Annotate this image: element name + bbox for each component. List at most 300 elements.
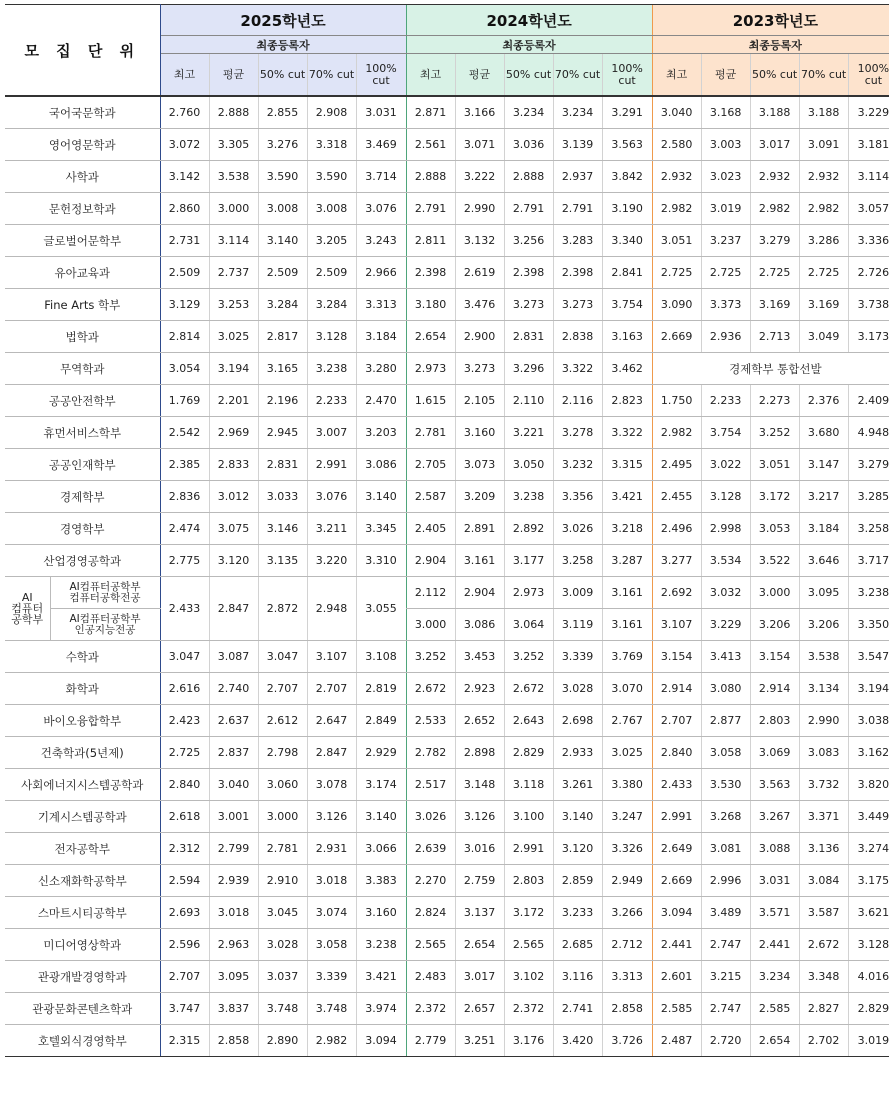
score-cell: 3.017: [455, 961, 504, 993]
score-cell: 2.923: [455, 673, 504, 705]
score-cell: 2.969: [209, 417, 258, 449]
score-cell: 3.072: [160, 129, 209, 161]
score-cell: 3.273: [504, 289, 553, 321]
score-cell: 3.842: [602, 161, 652, 193]
score-cell: 3.322: [602, 417, 652, 449]
score-cell: 2.692: [652, 577, 701, 609]
score-cell: 3.055: [356, 577, 406, 641]
score-cell: 4.948: [848, 417, 889, 449]
score-cell: 2.270: [406, 865, 455, 897]
score-cell: 2.707: [160, 961, 209, 993]
table-row: [5, 321, 889, 353]
score-cell: 3.547: [848, 641, 889, 673]
score-cell: 2.888: [209, 96, 258, 129]
score-cell: 3.571: [750, 897, 799, 929]
unit-name: 글로벌어문학부: [5, 225, 160, 257]
score-cell: 3.587: [799, 897, 848, 929]
score-cell: 3.339: [553, 641, 602, 673]
score-cell: 3.234: [504, 96, 553, 129]
score-cell: 2.619: [455, 257, 504, 289]
score-cell: 3.050: [504, 449, 553, 481]
score-cell: 3.203: [356, 417, 406, 449]
score-cell: 3.256: [504, 225, 553, 257]
score-cell: 3.278: [553, 417, 602, 449]
score-cell: 3.232: [553, 449, 602, 481]
score-cell: 3.165: [258, 353, 307, 385]
score-cell: 3.161: [602, 577, 652, 609]
score-cell: 2.315: [160, 1025, 209, 1057]
table-row: [5, 385, 889, 417]
score-cell: 2.657: [455, 993, 504, 1025]
ai-sub-unit-name: [50, 609, 160, 641]
score-cell: 2.652: [455, 705, 504, 737]
score-cell: 3.769: [602, 641, 652, 673]
score-cell: 3.126: [307, 801, 356, 833]
score-cell: 2.991: [504, 833, 553, 865]
score-cell: 2.618: [160, 801, 209, 833]
stat-header-24-0: 최고: [406, 54, 455, 97]
score-cell: 3.322: [553, 353, 602, 385]
score-cell: 3.726: [602, 1025, 652, 1057]
score-cell: 3.037: [258, 961, 307, 993]
score-cell: 2.542: [160, 417, 209, 449]
score-cell: 2.470: [356, 385, 406, 417]
unit-name: 사회에너지시스템공학과: [5, 769, 160, 801]
score-cell: 3.238: [504, 481, 553, 513]
score-cell: 3.229: [701, 609, 750, 641]
score-cell: 2.509: [258, 257, 307, 289]
score-cell: 2.312: [160, 833, 209, 865]
score-cell: 2.877: [701, 705, 750, 737]
score-cell: 2.837: [209, 737, 258, 769]
table-row: [5, 1025, 889, 1057]
score-cell: 3.469: [356, 129, 406, 161]
unit-name: 미디어영상학과: [5, 929, 160, 961]
score-cell: 3.462: [602, 353, 652, 385]
score-cell: 2.116: [553, 385, 602, 417]
score-cell: 3.087: [209, 641, 258, 673]
table-row: [5, 257, 889, 289]
score-cell: 3.222: [455, 161, 504, 193]
score-cell: 3.339: [307, 961, 356, 993]
score-cell: 3.215: [701, 961, 750, 993]
score-cell: 2.817: [258, 321, 307, 353]
score-cell: 2.781: [258, 833, 307, 865]
table-row: [5, 705, 889, 737]
score-cell: 2.939: [209, 865, 258, 897]
stat-header-25-2: 50% cut: [258, 54, 307, 97]
score-cell: 3.476: [455, 289, 504, 321]
score-cell: 3.003: [701, 129, 750, 161]
score-cell: 3.107: [307, 641, 356, 673]
score-cell: 3.128: [307, 321, 356, 353]
score-cell: 3.646: [799, 545, 848, 577]
score-cell: 3.009: [553, 577, 602, 609]
table-row: [5, 353, 889, 385]
score-cell: 3.175: [848, 865, 889, 897]
score-cell: 2.933: [553, 737, 602, 769]
score-cell: 2.888: [504, 161, 553, 193]
score-cell: 3.313: [602, 961, 652, 993]
score-cell: 3.146: [258, 513, 307, 545]
score-cell: 2.654: [455, 929, 504, 961]
score-cell: 3.748: [258, 993, 307, 1025]
score-cell: 3.315: [602, 449, 652, 481]
score-cell: 3.107: [652, 609, 701, 641]
score-cell: 3.318: [307, 129, 356, 161]
score-cell: 3.206: [750, 609, 799, 641]
score-cell: 3.135: [258, 545, 307, 577]
score-cell: 3.350: [848, 609, 889, 641]
unit-name: 무역학과: [5, 353, 160, 385]
score-cell: 2.405: [406, 513, 455, 545]
score-cell: 3.345: [356, 513, 406, 545]
score-cell: 2.982: [652, 417, 701, 449]
score-cell: 3.129: [160, 289, 209, 321]
ai-group-label: [5, 577, 50, 641]
score-cell: 2.496: [652, 513, 701, 545]
score-cell: 2.803: [504, 865, 553, 897]
score-cell: 2.814: [160, 321, 209, 353]
score-cell: 3.754: [602, 289, 652, 321]
score-cell: 3.033: [258, 481, 307, 513]
score-cell: 2.672: [504, 673, 553, 705]
score-cell: 2.112: [406, 577, 455, 609]
score-cell: 2.798: [258, 737, 307, 769]
score-cell: 3.220: [307, 545, 356, 577]
score-cell: 3.177: [504, 545, 553, 577]
stat-header-24-3: 70% cut: [553, 54, 602, 97]
score-cell: 2.932: [799, 161, 848, 193]
score-cell: 2.654: [406, 321, 455, 353]
score-cell: 3.279: [750, 225, 799, 257]
score-cell: 2.713: [750, 321, 799, 353]
score-cell: 3.563: [750, 769, 799, 801]
score-cell: 3.069: [750, 737, 799, 769]
score-cell: 2.982: [799, 193, 848, 225]
score-cell: 3.371: [799, 801, 848, 833]
stat-header-23-2: 50% cut: [750, 54, 799, 97]
score-cell: 2.474: [160, 513, 209, 545]
score-cell: 2.685: [553, 929, 602, 961]
score-cell: 3.025: [602, 737, 652, 769]
admission-table-container: [5, 4, 889, 1057]
score-cell: 2.533: [406, 705, 455, 737]
score-cell: 2.833: [209, 449, 258, 481]
score-cell: 2.725: [160, 737, 209, 769]
score-cell: 2.945: [258, 417, 307, 449]
score-cell: 3.291: [602, 96, 652, 129]
score-cell: 3.075: [209, 513, 258, 545]
score-cell: 3.714: [356, 161, 406, 193]
score-cell: 3.140: [258, 225, 307, 257]
score-cell: 3.119: [553, 609, 602, 641]
score-cell: 2.372: [504, 993, 553, 1025]
score-cell: 2.760: [160, 96, 209, 129]
score-cell: 3.738: [848, 289, 889, 321]
table-row: [5, 801, 889, 833]
score-cell: 3.000: [406, 609, 455, 641]
score-cell: 2.949: [602, 865, 652, 897]
score-cell: 3.102: [504, 961, 553, 993]
score-cell: 3.049: [799, 321, 848, 353]
score-cell: 2.998: [701, 513, 750, 545]
stat-header-25-1: 평균: [209, 54, 258, 97]
score-cell: 3.258: [553, 545, 602, 577]
score-cell: 2.849: [356, 705, 406, 737]
score-cell: 2.647: [307, 705, 356, 737]
stat-header-25-3: 70% cut: [307, 54, 356, 97]
score-cell: 3.086: [356, 449, 406, 481]
table-row: [5, 417, 889, 449]
score-cell: 3.413: [701, 641, 750, 673]
score-cell: 3.064: [504, 609, 553, 641]
table-row: [5, 161, 889, 193]
score-cell: 3.538: [799, 641, 848, 673]
score-cell: 2.872: [258, 577, 307, 641]
score-cell: 2.767: [602, 705, 652, 737]
score-cell: 2.966: [356, 257, 406, 289]
score-cell: 3.176: [504, 1025, 553, 1057]
score-cell: 3.238: [848, 577, 889, 609]
score-cell: 3.139: [553, 129, 602, 161]
score-cell: 2.580: [652, 129, 701, 161]
score-cell: 2.859: [553, 865, 602, 897]
score-cell: 2.936: [701, 321, 750, 353]
score-cell: 2.565: [504, 929, 553, 961]
score-cell: 3.051: [652, 225, 701, 257]
score-cell: 3.018: [209, 897, 258, 929]
score-cell: 3.008: [307, 193, 356, 225]
stat-header-23-4: 100% cut: [848, 54, 889, 97]
score-cell: 3.007: [307, 417, 356, 449]
subheader-2023: 최종등록자: [652, 36, 889, 54]
score-cell: 3.194: [848, 673, 889, 705]
score-cell: 2.585: [750, 993, 799, 1025]
score-cell: 3.820: [848, 769, 889, 801]
score-cell: 3.000: [258, 801, 307, 833]
score-cell: 3.229: [848, 96, 889, 129]
score-cell: 3.174: [356, 769, 406, 801]
score-cell: 3.154: [750, 641, 799, 673]
score-cell: 3.134: [799, 673, 848, 705]
score-cell: 2.105: [455, 385, 504, 417]
score-cell: 3.128: [848, 929, 889, 961]
score-cell: 3.000: [209, 193, 258, 225]
score-cell: 3.022: [701, 449, 750, 481]
score-cell: 2.672: [406, 673, 455, 705]
score-cell: 3.100: [504, 801, 553, 833]
score-cell: 4.016: [848, 961, 889, 993]
score-cell: 3.132: [455, 225, 504, 257]
score-cell: 3.076: [356, 193, 406, 225]
score-cell: 3.590: [307, 161, 356, 193]
score-cell: 3.205: [307, 225, 356, 257]
score-cell: 2.914: [652, 673, 701, 705]
score-cell: 2.433: [160, 577, 209, 641]
score-cell: 3.340: [602, 225, 652, 257]
score-cell: 3.032: [701, 577, 750, 609]
score-cell: 2.441: [750, 929, 799, 961]
unit-name: 국어국문학과: [5, 96, 160, 129]
score-cell: 2.455: [652, 481, 701, 513]
year-header-2023: 2023학년도: [652, 5, 889, 36]
score-cell: 2.982: [307, 1025, 356, 1057]
unit-name: 신소재화학공학부: [5, 865, 160, 897]
ai-group-label-line: AI: [21, 591, 33, 604]
score-cell: 3.161: [602, 609, 652, 641]
score-cell: 2.908: [307, 96, 356, 129]
score-cell: 3.028: [553, 673, 602, 705]
score-cell: 3.181: [848, 129, 889, 161]
score-cell: 2.888: [406, 161, 455, 193]
score-cell: 2.594: [160, 865, 209, 897]
score-cell: 3.837: [209, 993, 258, 1025]
score-cell: 3.247: [602, 801, 652, 833]
score-cell: 3.313: [356, 289, 406, 321]
score-cell: 3.310: [356, 545, 406, 577]
ai-group-label-line: 컴퓨터: [11, 602, 44, 615]
score-cell: 3.161: [455, 545, 504, 577]
score-cell: 3.238: [307, 353, 356, 385]
score-cell: 2.725: [799, 257, 848, 289]
score-cell: 3.453: [455, 641, 504, 673]
score-cell: 3.016: [455, 833, 504, 865]
unit-name: 산업경영공학과: [5, 545, 160, 577]
score-cell: 3.054: [160, 353, 209, 385]
score-cell: 2.509: [160, 257, 209, 289]
score-cell: 2.725: [750, 257, 799, 289]
score-cell: 2.973: [406, 353, 455, 385]
score-cell: 2.707: [307, 673, 356, 705]
score-cell: 3.283: [553, 225, 602, 257]
score-cell: 3.081: [701, 833, 750, 865]
score-cell: 2.409: [848, 385, 889, 417]
score-cell: 3.028: [258, 929, 307, 961]
score-cell: 3.080: [701, 673, 750, 705]
score-cell: 3.083: [799, 737, 848, 769]
score-cell: 3.008: [258, 193, 307, 225]
score-cell: 3.031: [356, 96, 406, 129]
score-cell: 2.782: [406, 737, 455, 769]
score-cell: 3.026: [406, 801, 455, 833]
unit-name: 기계시스템공학과: [5, 801, 160, 833]
score-cell: 2.201: [209, 385, 258, 417]
unit-name: 법학과: [5, 321, 160, 353]
score-cell: 3.173: [848, 321, 889, 353]
score-cell: 2.669: [652, 321, 701, 353]
score-cell: 3.023: [701, 161, 750, 193]
score-cell: 2.791: [504, 193, 553, 225]
score-cell: 3.180: [406, 289, 455, 321]
score-cell: 2.831: [258, 449, 307, 481]
unit-name: 화학과: [5, 673, 160, 705]
score-cell: 3.530: [701, 769, 750, 801]
stat-header-23-1: 평균: [701, 54, 750, 97]
score-cell: 2.702: [799, 1025, 848, 1057]
score-cell: 2.672: [799, 929, 848, 961]
ai-sub-unit-line: 컴퓨터공학전공: [69, 591, 141, 604]
score-cell: 2.838: [553, 321, 602, 353]
score-cell: 3.031: [750, 865, 799, 897]
score-cell: 3.095: [209, 961, 258, 993]
score-cell: 2.495: [652, 449, 701, 481]
score-cell: 2.858: [602, 993, 652, 1025]
score-cell: 3.279: [848, 449, 889, 481]
score-cell: 3.233: [553, 897, 602, 929]
ai-sub-unit-line: AI컴퓨터공학부: [69, 580, 141, 593]
score-cell: 2.561: [406, 129, 455, 161]
score-cell: 3.142: [160, 161, 209, 193]
stat-header-25-4: 100% cut: [356, 54, 406, 97]
score-cell: 3.126: [455, 801, 504, 833]
score-cell: 2.731: [160, 225, 209, 257]
score-cell: 3.140: [553, 801, 602, 833]
score-cell: 3.116: [553, 961, 602, 993]
score-cell: 3.252: [750, 417, 799, 449]
score-cell: 3.252: [406, 641, 455, 673]
score-cell: 2.565: [406, 929, 455, 961]
score-cell: 2.855: [258, 96, 307, 129]
score-cell: 2.737: [209, 257, 258, 289]
score-cell: 3.019: [848, 1025, 889, 1057]
score-cell: 3.449: [848, 801, 889, 833]
score-cell: 3.522: [750, 545, 799, 577]
score-cell: 2.990: [799, 705, 848, 737]
score-cell: 3.147: [799, 449, 848, 481]
score-cell: 3.221: [504, 417, 553, 449]
score-cell: 3.258: [848, 513, 889, 545]
unit-name: 바이오융합학부: [5, 705, 160, 737]
score-cell: 3.047: [160, 641, 209, 673]
score-cell: 3.238: [356, 929, 406, 961]
score-cell: 3.253: [209, 289, 258, 321]
score-cell: 3.091: [799, 129, 848, 161]
stat-header-25-0: 최고: [160, 54, 209, 97]
score-cell: 3.274: [848, 833, 889, 865]
score-cell: 3.252: [504, 641, 553, 673]
score-cell: 3.184: [799, 513, 848, 545]
score-cell: 3.276: [258, 129, 307, 161]
score-cell: 3.336: [848, 225, 889, 257]
score-cell: 2.991: [652, 801, 701, 833]
score-cell: 2.637: [209, 705, 258, 737]
score-cell: 2.707: [652, 705, 701, 737]
score-cell: 3.268: [701, 801, 750, 833]
score-cell: 2.841: [602, 257, 652, 289]
score-cell: 2.649: [652, 833, 701, 865]
score-cell: 3.373: [701, 289, 750, 321]
score-cell: 2.914: [750, 673, 799, 705]
score-cell: 3.163: [602, 321, 652, 353]
score-cell: 2.827: [799, 993, 848, 1025]
score-cell: 3.148: [455, 769, 504, 801]
score-cell: 2.725: [652, 257, 701, 289]
score-cell: 3.563: [602, 129, 652, 161]
score-cell: 3.060: [258, 769, 307, 801]
score-cell: 3.974: [356, 993, 406, 1025]
score-cell: 2.698: [553, 705, 602, 737]
ai-sub-unit-line: 인공지능전공: [74, 623, 136, 636]
score-cell: 2.860: [160, 193, 209, 225]
score-cell: 3.590: [258, 161, 307, 193]
score-cell: 3.084: [799, 865, 848, 897]
score-cell: 3.732: [799, 769, 848, 801]
score-cell: 3.058: [307, 929, 356, 961]
score-cell: 3.209: [455, 481, 504, 513]
table-row: [5, 481, 889, 513]
score-cell: 2.840: [652, 737, 701, 769]
